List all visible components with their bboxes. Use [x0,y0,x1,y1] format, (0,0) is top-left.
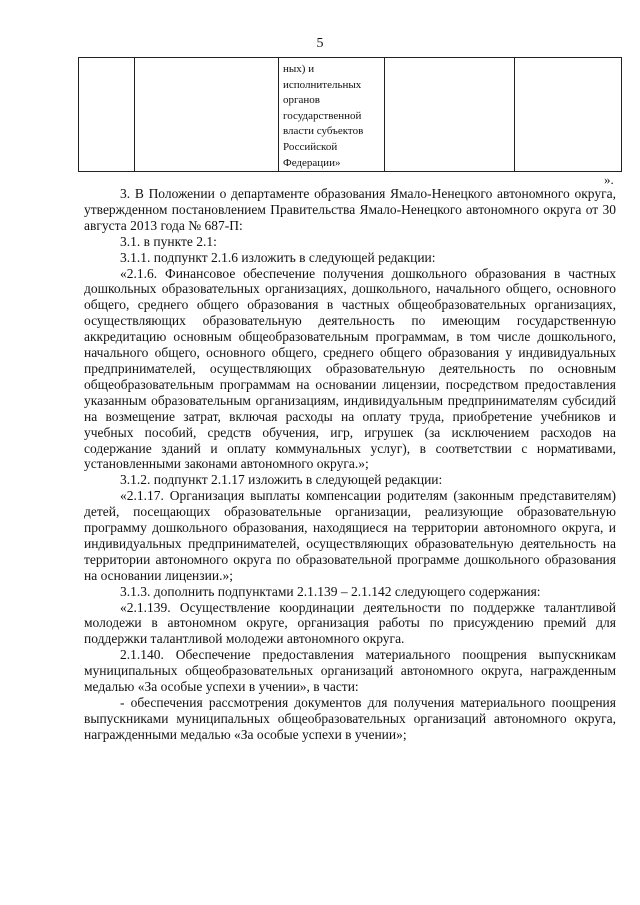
table-row [79,58,622,172]
paragraph: «2.1.139. Осуществление координации деятельности по поддержке талантливой молодежи в автономном округе, организация работы по присуждению премий для поддержки талантливой молодежи автономного округа. [84,599,616,647]
table-cell-3 [279,58,385,172]
cell-line: исполнительных [283,78,362,91]
cell-line: Российской [283,140,338,153]
table-fragment [78,57,622,172]
cell-line: власти субъектов [283,125,364,138]
table-cell-5 [515,58,622,172]
document-body [84,186,616,743]
paragraph: «2.1.6. Финансовое обеспечение получения дошкольного образования в частных дошкольных образовательных организациях, дошкольного, начального общего, основного общего, среднего общего образования в частных общеобразовательных организациях, осуществляющих образовательную деятельность по имеющим государственную аккредитацию основным общеобразовательным программам, в том числе дошкольного, начального общего, основного общего, среднего общего образования у индивидуальных предпринимателей, осуществляющих образовательную деятельность по основным общеобразовательным программам на основании лицензии, посредством предоставления указанным образовательным организациям, индивидуальным предпринимателям субсидий на возмещение затрат, включая расходы на оплату труда, приобретение учебников и учебных пособий, средств обучения, игр, игрушек (за исключением расходов на содержание зданий и оплату коммунальных услуг), в соответствии с нормативами, установленными законами автономного округа.»; [84,265,616,472]
paragraph: 3.1.1. подпункт 2.1.6 изложить в следующей редакции: [120,249,436,265]
cell-line: ных) и [283,63,315,75]
table-cell-1 [79,58,135,172]
paragraph: - обеспечения рассмотрения документов для получения материального поощрения выпускниками муниципальных общеобразовательных организаций автономного округа, награжденными медалью «За особые успехи в учении»; [84,695,616,742]
cell-line: Федерации» [283,156,341,169]
paragraph: 3.1. в пункте 2.1: [120,233,217,249]
closing-quote: ». [604,172,614,187]
cell-line: органов [283,94,320,107]
paragraph: 2.1.140. Обеспечение предоставления материального поощрения выпускникам муниципальных общеобразовательных организаций автономного округа, награжденным медалью «За особые успехи в учении», в части: [84,647,616,695]
table-cell-4 [385,58,515,172]
page-number: 5 [316,36,324,51]
table-cell-2 [135,58,279,172]
paragraph: «2.1.17. Организация выплаты компенсации родителям (законным представителям) детей, посещающих образовательные организации, реализующие образовательную программу дошкольного образования, находящиеся на территории автономного округа, и индивидуальных предпринимателей, осуществляющих образовательную деятельность на территории автономного округа по образовательной программе дошкольного образования на основании лицензии.»; [84,488,616,583]
cell-line: государственной [283,109,362,122]
paragraph: 3.1.2. подпункт 2.1.17 изложить в следующей редакции: [120,472,443,488]
paragraph: 3.1.3. дополнить подпунктами 2.1.139 – 2.1.142 следующего содержания: [120,583,541,599]
paragraph: 3. В Положении о департаменте образования Ямало-Ненецкого автономного округа, утвержденном постановлением Правительства Ямало-Ненецкого автономного округа от 30 августа 2013 года № 687-П: [84,186,616,233]
